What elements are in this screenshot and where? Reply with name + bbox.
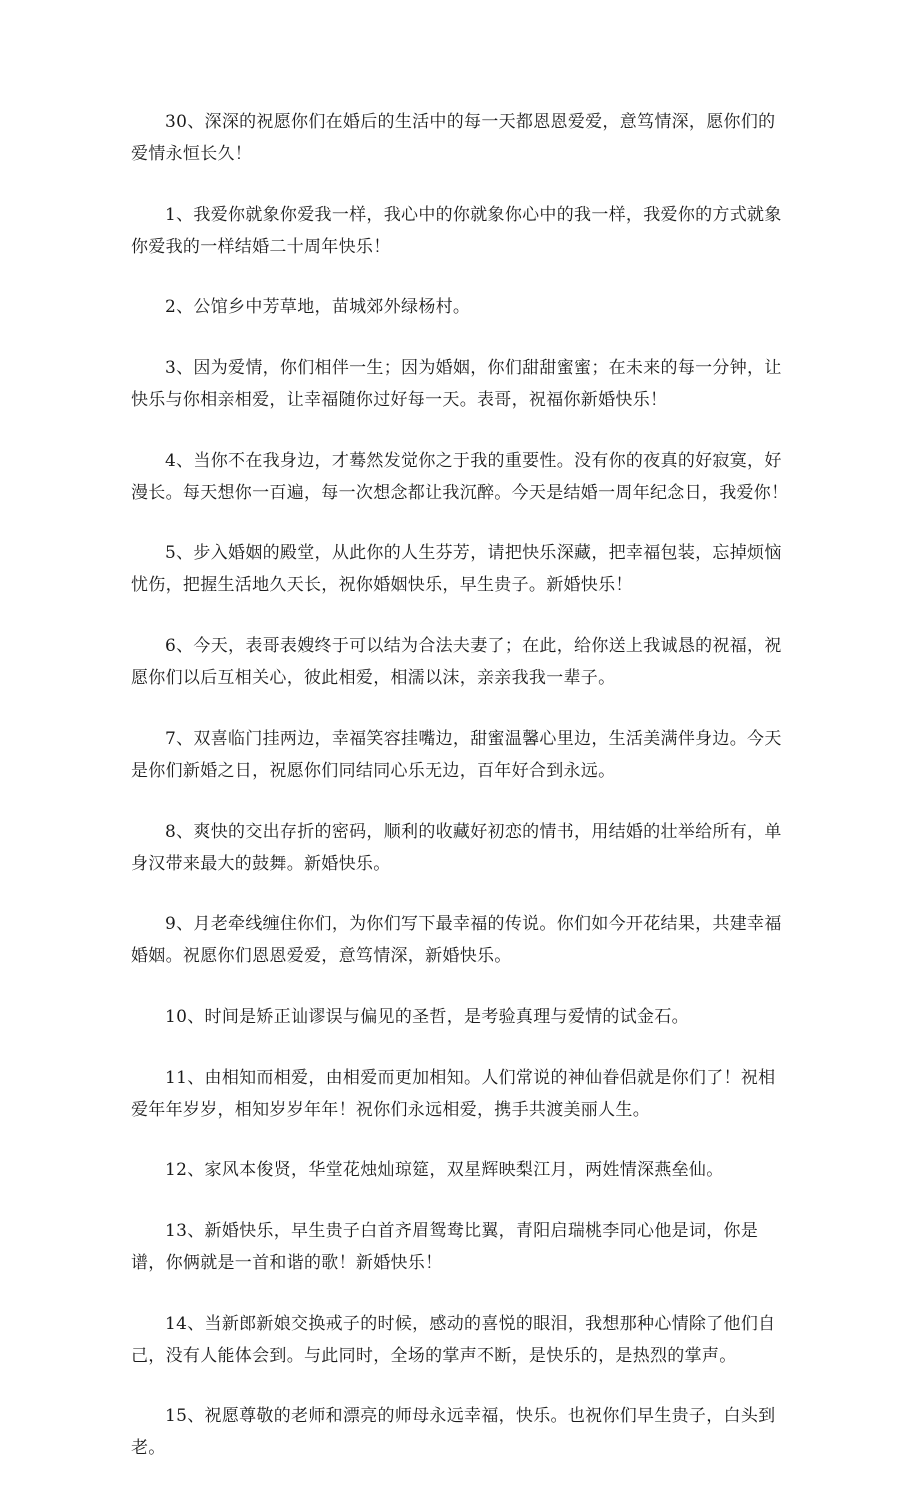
- paragraph-15: 15、祝愿尊敬的老师和漂亮的师母永远幸福，快乐。也祝你们早生贵子，白头到老。: [131, 1406, 776, 1459]
- paragraph-8: 8、爽快的交出存折的密码，顺利的收藏好初恋的情书，用结婚的壮举给所有，单身汉带来最大的鼓舞。新婚快乐。: [131, 821, 782, 874]
- paragraph-1: 1、我爱你就象你爱我一样，我心中的你就象你心中的我一样，我爱你的方式就象你爱我的一样结婚二十周年快乐！: [131, 204, 782, 257]
- paragraph-10: 10、时间是矫正讪谬误与偏见的圣哲，是考验真理与爱情的试金石。: [165, 1006, 689, 1027]
- paragraph-6: 6、今天，表哥表嫂终于可以结为合法夫妻了；在此，给你送上我诚恳的祝福，祝愿你们以后互相关心，彼此相爱，相濡以沫，亲亲我我一辈子。: [131, 636, 782, 689]
- paragraph-12: 12、家风本俊贤，华堂花烛灿琼筵，双星辉映梨江月，两姓情深燕垒仙。: [165, 1160, 724, 1181]
- paragraph-7: 7、双喜临门挂两边，幸福笑容挂嘴边，甜蜜温馨心里边，生活美满伴身边。今天是你们新婚之日，祝愿你们同结同心乐无边，百年好合到永远。: [131, 728, 782, 781]
- paragraph-9: 9、月老牵线缠住你们，为你们写下最幸福的传说。你们如今开花结果，共建幸福婚姻。祝愿你们恩恩爱爱，意笃情深，新婚快乐。: [131, 914, 782, 967]
- paragraph-30: 30、深深的祝愿你们在婚后的生活中的每一天都恩恩爱爱，意笃情深，愿你们的爱情永恒长久！: [131, 112, 776, 164]
- paragraph-13: 13、新婚快乐，早生贵子白首齐眉鸳鸯比翼，青阳启瑞桃李同心他是词，你是谱，你俩就是一首和谐的歌！新婚快乐！: [131, 1220, 759, 1273]
- paragraph-2: 2、公馆乡中芳草地，苗城郊外绿杨村。: [165, 297, 471, 318]
- paragraph-14: 14、当新郎新娘交换戒子的时候，感动的喜悦的眼泪，我想那种心情除了他们自己，没有人能体会到。与此同时，全场的掌声不断，是快乐的，是热烈的掌声。: [131, 1313, 776, 1366]
- paragraph-3: 3、因为爱情，你们相伴一生；因为婚姻，你们甜甜蜜蜜；在未来的每一分钟，让快乐与你相亲相爱，让幸福随你过好每一天。表哥，祝福你新婚快乐！: [131, 358, 782, 411]
- paragraph-11: 11、由相知而相爱，由相爱而更加相知。人们常说的神仙眷侣就是你们了！祝相爱年年岁岁，相知岁岁年年！祝你们永远相爱，携手共渡美丽人生。: [131, 1067, 776, 1120]
- paragraph-5: 5、步入婚姻的殿堂，从此你的人生芬芳，请把快乐深藏，把幸福包装，忘掉烦恼忧伤，把握生活地久天长，祝你婚姻快乐，早生贵子。新婚快乐！: [131, 543, 782, 596]
- document-body: [131, 106, 791, 1493]
- paragraph-4: 4、当你不在我身边，才蓦然发觉你之于我的重要性。没有你的夜真的好寂寞，好漫长。每天想你一百遍，每一次想念都让我沉醉。今天是结婚一周年纪念日，我爱你！: [131, 450, 789, 503]
